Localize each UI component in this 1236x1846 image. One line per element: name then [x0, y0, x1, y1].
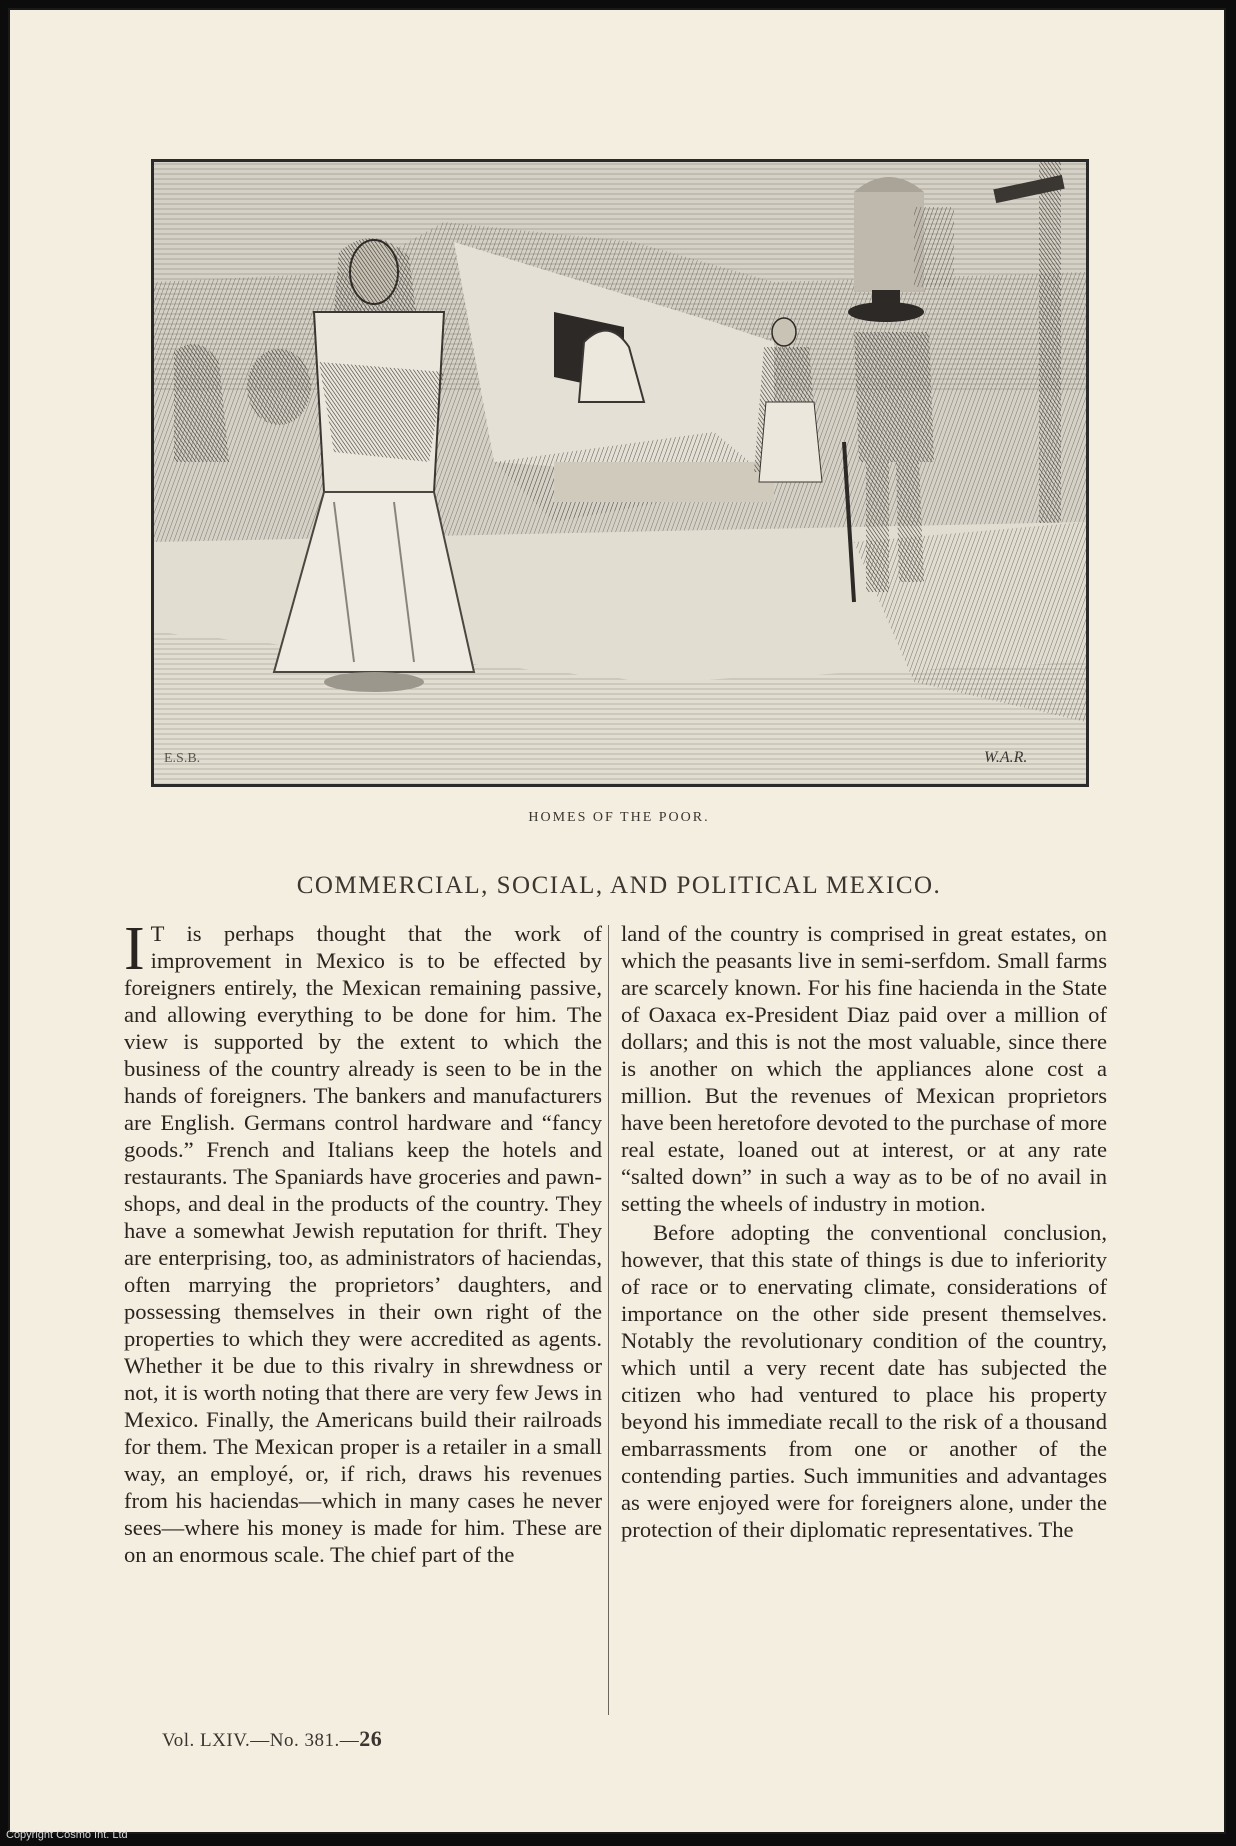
article-paragraph: land of the country is comprised in great estates, on which the peasants live in semi-serfdom. Small farms are scarcely known. For his fine hacienda in the State of Oaxaca ex-President Diaz paid over a million of dollars; and this is not the most valuable, since there is another on which the appliances alone cost a million. But the revenues of Mexican proprietors have been heretofore devoted to the purchase of more real estate, loaned out at interest, or at any rate “salted down” in such a way as to be of no avail in setting the wheels of industry in motion. — [621, 921, 1107, 1216]
illustration-caption: HOMES OF THE POOR. — [528, 810, 710, 825]
page-number: 26 — [359, 1726, 383, 1751]
engraving-illustration — [154, 162, 1086, 784]
volume-label: Vol. LXIV.—No. 381.— — [162, 1730, 360, 1751]
engraving-homes-of-the-poor — [151, 159, 1089, 787]
article-paragraph — [124, 915, 602, 1568]
artist-signature: W.A.R. — [984, 749, 1028, 766]
copyright-notice: Copyright Cosmo Int. Ltd — [6, 1829, 128, 1841]
magazine-page — [8, 8, 1226, 1834]
article-column-left — [124, 915, 602, 1568]
page-folio — [162, 1726, 382, 1752]
column-divider — [608, 925, 609, 1715]
column-left-text: T is perhaps thought that the work of improvement in Mexico is to be effected by foreigners entirely, the Mexican remaining passive, and allowing everything to be done for him. The view is supported by the extent to which the business of the country already is seen to be in the hands of foreigners. The bankers and manufacturers are English. Germans control hardware and “fancy goods.” French and Italians keep the hotels and restaurants. The Spaniards have groceries and pawn-shops, and deal in the products of the country. They have a somewhat Jewish reputation for thrift. They are enterprising, too, as administrators of haciendas, often marrying the proprietors’ daughters, and possessing themselves in their own right of the properties to which they were accredited as agents. Whether it be due to this rivalry in shrewdness or not, it is worth noting that there are very few Jews in Mexico. Finally, the Americans build their railroads for them. The Mexican proper is a retailer in a small way, an employé, or, if rich, draws his revenues from his haciendas—which in many cases he never sees—where his money is made for him. These are on an enormous scale. The chief part of the — [124, 921, 602, 1567]
engraver-mark: E.S.B. — [164, 751, 201, 766]
article-paragraph: Before adopting the conventional conclusion, however, that this state of things is due to inferiority of race or to enervating climate, considerations of importance on the other side present themselves. Notably the revolutionary condition of the country, which until a very recent date has subjected the citizen who had ventured to place his property beyond his immediate recall to the risk of a thousand embarrassments from one or another of the contending parties. Such immunities and advantages as were enjoyed were for foreigners alone, under the protection of their diplomatic representatives. The — [621, 1220, 1107, 1542]
article-column-right — [621, 920, 1107, 1543]
drop-cap: I — [124, 915, 145, 983]
article-title: COMMERCIAL, SOCIAL, AND POLITICAL MEXICO. — [296, 872, 942, 899]
